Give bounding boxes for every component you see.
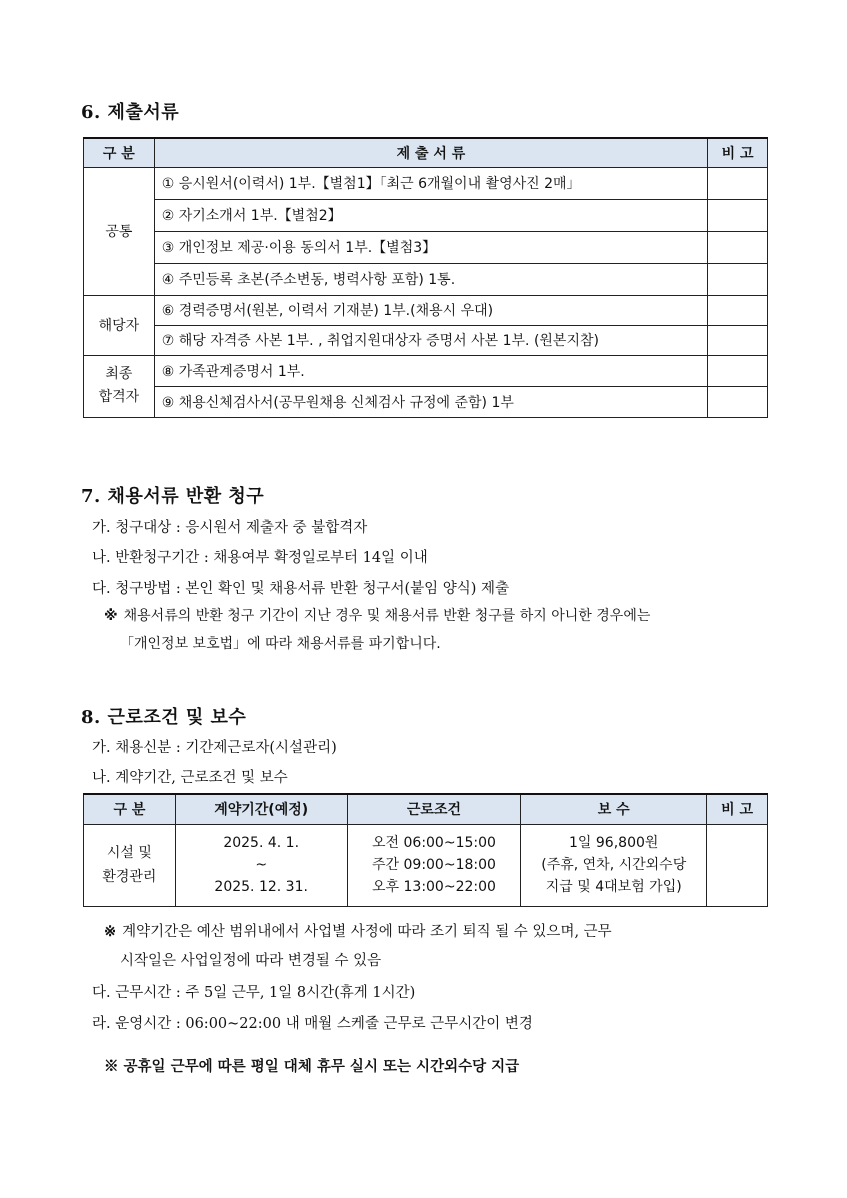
note-cell [708,263,768,295]
note-cell [708,325,768,355]
note-cell [708,386,768,417]
section-7-note [104,605,650,625]
section-7-line: 나. 반환청구기간 : 채용여부 확정일로부터 14일 이내 [92,550,428,566]
section-7-line: 가. 청구대상 : 응시원서 제출자 중 불합격자 [92,520,368,536]
note-cell [708,231,768,263]
document-item: ⑨ 채용신체검사서(공무원채용 신체검사 규정에 준함) 1부 [154,386,707,417]
group-label-line: 합격자 [98,389,140,405]
note-mark: ※ [104,608,118,624]
pay-line: 1일 96,800원 [569,835,659,851]
category-line: 시설 및 [106,845,152,861]
group-label-final [84,355,155,417]
conditions-line: 오후 13:00~22:00 [372,879,496,895]
conditions-line: 주간 09:00~18:00 [372,857,496,873]
conditions-cell [347,824,521,906]
col-header-category: 구 분 [84,794,176,824]
note-text: 계약기간은 예산 범위내에서 사업별 사정에 따라 조기 퇴직 될 수 있으며, 근무 [122,924,612,940]
document-item: ⑧ 가족관계증명서 1부. [154,355,707,386]
note-cell [707,824,768,906]
note-mark: ※ [104,923,117,940]
period-line: 2025. 4. 1. [223,835,300,851]
group-label-applicable: 해당자 [84,295,155,355]
pay-line: 지급 및 4대보험 가입) [545,879,682,895]
note-cell [708,199,768,231]
note-cell [708,355,768,386]
section-8-title: 8. 근로조건 및 보수 [81,707,247,728]
category-line: 환경관리 [102,869,157,885]
document-item: ④ 주민등록 초본(주소변동, 병력사항 포함) 1통. [154,263,707,295]
group-label-common: 공통 [84,167,155,295]
conditions-line: 오전 06:00~15:00 [372,835,496,851]
period-line: 2025. 12. 31. [214,879,308,895]
document-item: ⑥ 경력증명서(원본, 이력서 기재분) 1부.(채용시 우대) [154,295,707,325]
document-item: ⑦ 해당 자격증 사본 1부. , 취업지원대상자 증명서 사본 1부. (원본지참) [154,325,707,355]
col-header-period: 계약기간(예정) [175,794,347,824]
section-7-note-cont: 「개인정보 보호법」에 따라 채용서류를 파기합니다. [120,636,441,652]
period-cell [175,824,347,906]
section-7-title: 7. 채용서류 반환 청구 [81,486,265,507]
document-item: ① 응시원서(이력서) 1부.【별첨1】「최근 6개월이내 촬영사진 2매」 [154,167,707,199]
documents-table [83,137,768,418]
section-8-note-cont: 시작일은 사업일정에 따라 변경될 수 있음 [120,953,382,969]
col-header-category: 구 분 [84,138,155,167]
col-header-note: 비 고 [707,794,768,824]
pay-cell [521,824,707,906]
group-label-line: 최종 [105,366,133,382]
note-cell [708,295,768,325]
section-8-line: 라. 운영시간 : 06:00~22:00 내 매월 스케줄 근무로 근무시간이 변경 [92,1016,533,1032]
section-6-title: 6. 제출서류 [81,102,180,123]
work-conditions-table [83,793,768,907]
section-8-line: 다. 근무시간 : 주 5일 근무, 1일 8시간(휴게 1시간) [92,985,416,1001]
note-text: 채용서류의 반환 청구 기간이 지난 경우 및 채용서류 반환 청구를 하지 아니한 경우에는 [123,608,651,624]
section-7-line: 다. 청구방법 : 본인 확인 및 채용서류 반환 청구서(붙임 양식) 제출 [92,581,510,597]
period-line: ~ [255,857,268,873]
section-8-line: 가. 채용신분 : 기간제근로자(시설관리) [92,740,337,756]
final-note: ※ 공휴일 근무에 따른 평일 대체 휴무 실시 또는 시간외수당 지급 [104,1058,520,1075]
col-header-note: 비 고 [708,138,768,167]
col-header-pay: 보 수 [521,794,707,824]
col-header-conditions: 근로조건 [347,794,521,824]
col-header-documents: 제 출 서 류 [154,138,707,167]
pay-line: (주휴, 연차, 시간외수당 [541,857,687,873]
note-cell [708,167,768,199]
document-item: ② 자기소개서 1부.【별첨2】 [154,199,707,231]
section-8-note [104,920,612,941]
category-cell [84,824,176,906]
section-8-line: 나. 계약기간, 근로조건 및 보수 [92,770,288,786]
document-item: ③ 개인정보 제공·이용 동의서 1부.【별첨3】 [154,231,707,263]
